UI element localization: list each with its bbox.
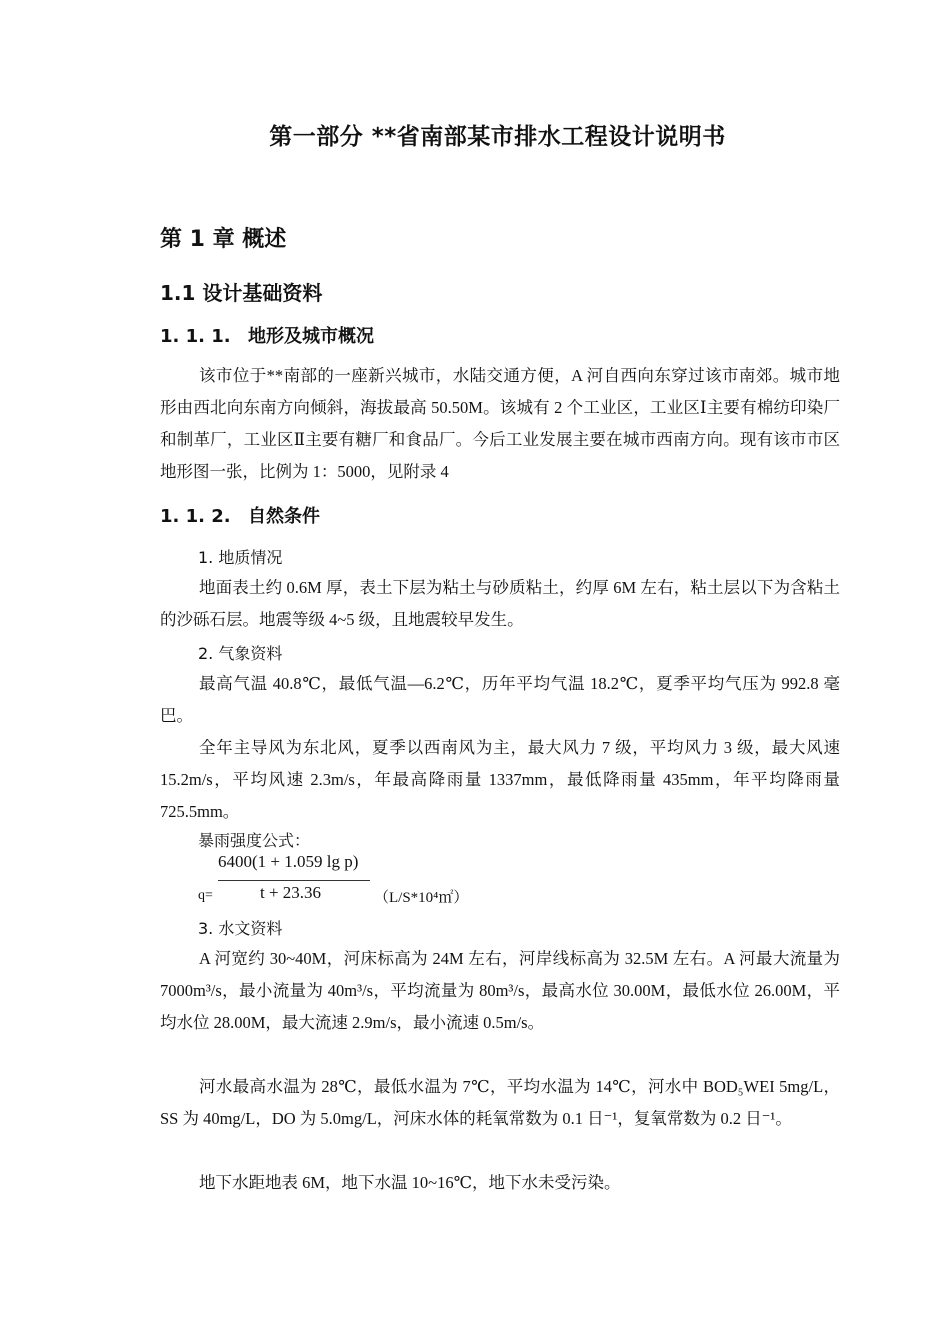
hydrology-heading: 3. 水文资料 <box>198 919 283 938</box>
paragraph-terrain: 该市位于**南部的一座新兴城市，水陆交通方便，A 河自西向东穿过该市南郊。城市地形由西北向东南方向倾斜，海拔最高 50.50M。该城有 2 个工业区，工业区Ⅰ主要有棉纺印染厂和制革厂，工业区Ⅱ主要有糖厂和食品厂。今后工业发展主要在城市西南方向。现有该市市区地形图一张，比例为 1：5000，见附录 4 <box>160 366 840 481</box>
subsection-title: 自然条件 <box>248 506 320 527</box>
fraction-line <box>218 880 370 881</box>
paragraph-hydrology-3: 地下水距地表 6M，地下水温 10~16℃，地下水未受污染。 <box>199 1173 621 1192</box>
paragraph-geology: 地面表土约 0.6M 厚，表土下层为粘土与砂质粘土，约厚 6M 左右，粘土层以下为含粘土的沙砾石层。地震等级 4~5 级，且地震较早发生。 <box>160 578 840 629</box>
geology-heading: 1. 地质情况 <box>198 548 283 567</box>
paragraph-meteorology-1: 最高气温 40.8℃，最低气温—6.2℃，历年平均气温 18.2℃，夏季平均气压为 992.8 毫巴。 <box>160 674 840 725</box>
formula-label: 暴雨强度公式： <box>198 833 311 850</box>
document-title: 第一部分 **省南部某市排水工程设计说明书 <box>269 124 726 150</box>
formula-q: q= <box>198 888 213 903</box>
formula-denominator: t + 23.36 <box>260 883 322 902</box>
rainstorm-formula <box>198 828 598 918</box>
subsection-number: 1. 1. 1. <box>160 326 231 347</box>
paragraph-hydrology-2: 河水最高水温为 28℃，最低水温为 7℃，平均水温为 14℃，河水中 BOD₅WEI 5mg/L，SS 为 40mg/L，DO 为 5.0mg/L，河床水体的耗氧常数为 0.1 日⁻¹，复氧常数为 0.2 日⁻¹。 <box>160 1077 840 1128</box>
chapter-heading: 第 1 章 概述 <box>160 227 287 252</box>
subsection-heading-terrain <box>160 322 374 348</box>
formula-units: （L/S*10⁴㎡） <box>374 890 469 906</box>
paragraph-meteorology-2: 全年主导风为东北风，夏季以西南风为主，最大风力 7 级，平均风力 3 级，最大风速 15.2m/s，平均风速 2.3m/s，年最高降雨量 1337mm，最低降雨量 435mm，年平均降雨量 725.5mm。 <box>160 738 840 821</box>
meteorology-heading: 2. 气象资料 <box>198 644 283 663</box>
section-heading: 1.1 设计基础资料 <box>160 281 323 305</box>
subsection-heading-nature <box>160 502 320 528</box>
subsection-title: 地形及城市概况 <box>248 326 374 347</box>
paragraph-hydrology-1: A 河宽约 30~40M，河床标高为 24M 左右，河岸线标高为 32.5M 左右。A 河最大流量为 7000m³/s，最小流量为 40m³/s，平均流量为 80m³/s，最高水位 30.00M，最低水位 26.00M，平均水位 28.00M，最大流速 2.9m/s，最小流速 0.5m/s。 <box>160 949 840 1032</box>
subsection-number: 1. 1. 2. <box>160 506 231 527</box>
formula-numerator: 6400(1 + 1.059 lg p) <box>218 852 359 871</box>
